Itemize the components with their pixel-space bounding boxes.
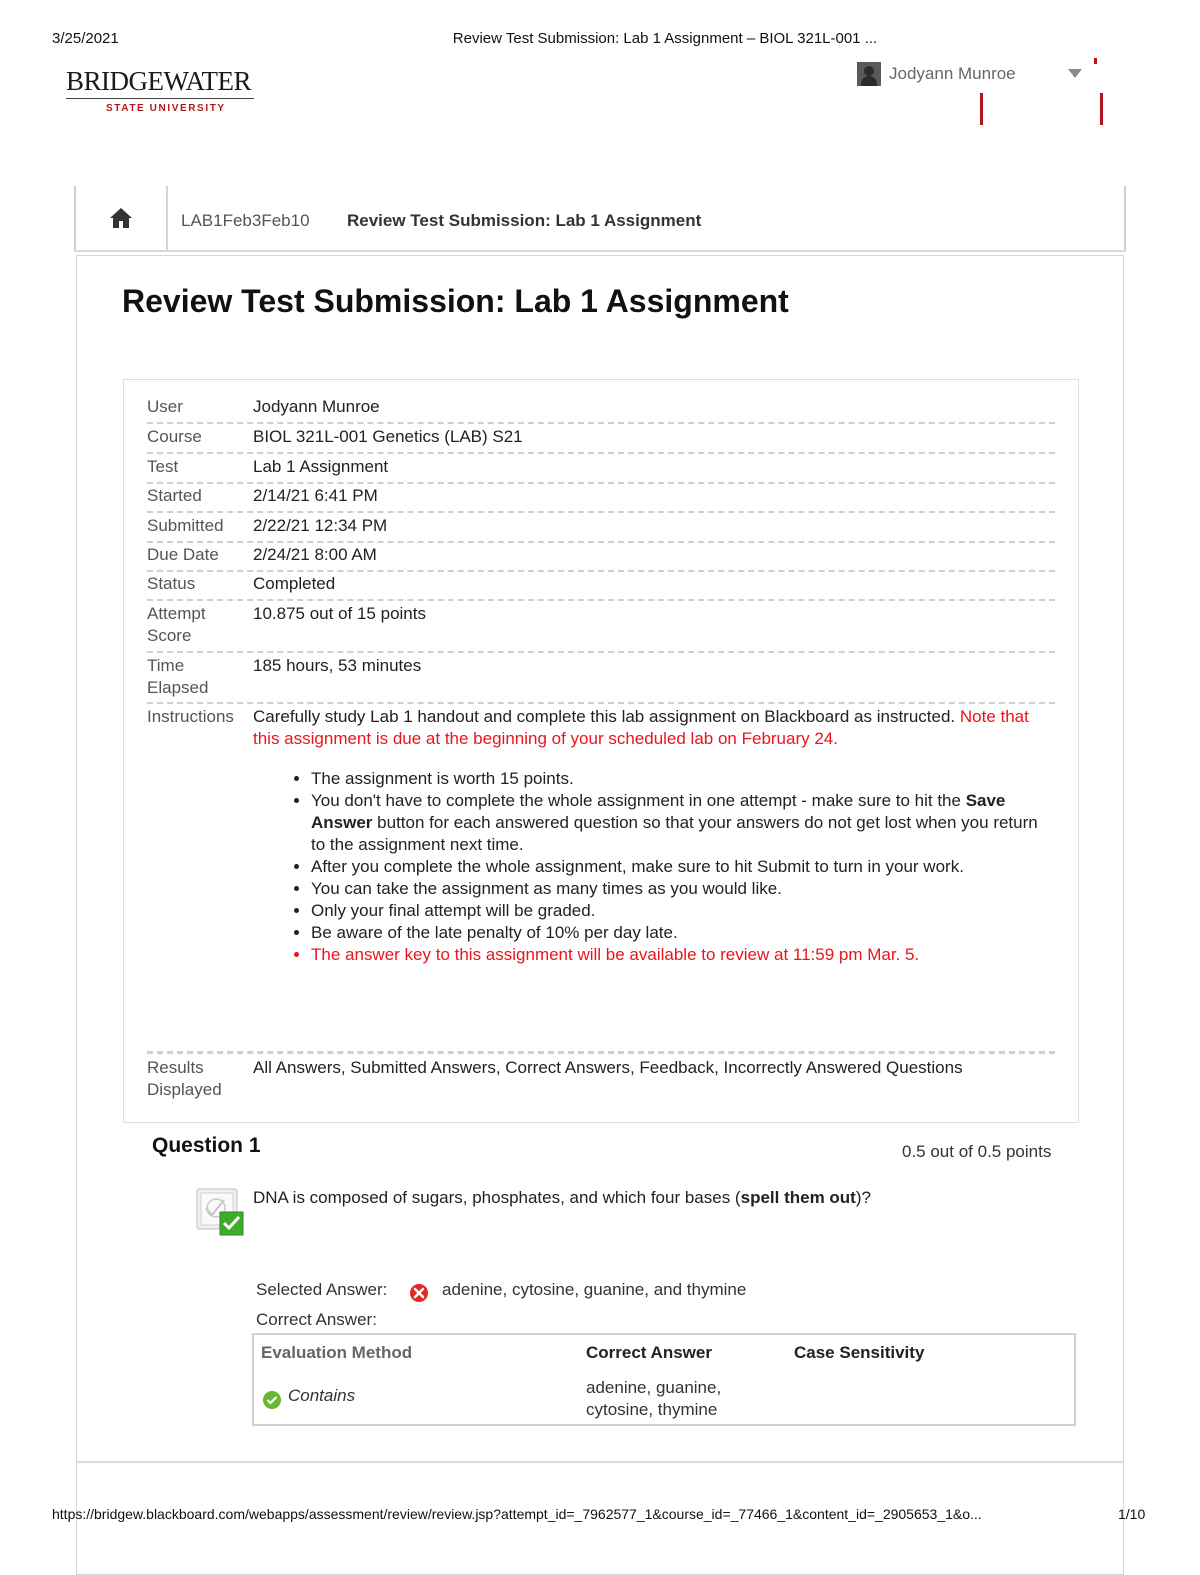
detail-value: Lab 1 Assignment [253, 457, 389, 476]
correct-answer-table [252, 1333, 1076, 1426]
detail-label: Attempt Score [147, 604, 206, 645]
user-menu[interactable] [857, 62, 1016, 86]
detail-label: Results Displayed [147, 1058, 222, 1099]
detail-row-course [147, 426, 1055, 454]
detail-value: Jodyann Munroe [253, 397, 380, 416]
logo-wordmark: BRIDGEWATER [66, 66, 251, 96]
breadcrumb [74, 186, 1126, 252]
divider [76, 1461, 1124, 1463]
logo-subtitle: STATE UNIVERSITY [106, 103, 226, 114]
list-item: • The assignment is worth 15 points. [311, 768, 1053, 790]
breadcrumb-course[interactable]: LAB1Feb3Feb10 [181, 211, 310, 230]
instructions-body [253, 706, 1053, 966]
detail-label: Instructions [147, 707, 234, 726]
detail-value: 10.875 out of 15 points [253, 604, 426, 623]
column-header-correct-answer: Correct Answer [586, 1343, 712, 1362]
breadcrumb-current: Review Test Submission: Lab 1 Assignment [347, 211, 702, 230]
list-item: • The answer key to this assignment will be available to review at 11:59 pm Mar. 5. [311, 944, 1053, 966]
home-button[interactable] [76, 186, 168, 250]
selected-answer-label: Selected Answer: [256, 1280, 388, 1299]
question-text-part: DNA is composed of sugars, phosphates, and which four bases ( [253, 1188, 741, 1207]
list-item: • You can take the assignment as many times as you would like. [311, 878, 1053, 900]
home-icon [109, 207, 133, 229]
list-item-text: button for each answered question so that your answers do not get lost when you return to the assignment next time. [311, 813, 1038, 854]
detail-label: Test [147, 457, 179, 476]
avatar [857, 62, 881, 86]
column-header-case-sensitivity: Case Sensitivity [794, 1343, 925, 1362]
detail-row-user [147, 396, 1055, 424]
detail-label: Started [147, 486, 202, 505]
accent-mark [1094, 58, 1097, 64]
column-header-evaluation-method: Evaluation Method [261, 1343, 413, 1362]
university-logo[interactable] [66, 68, 256, 114]
detail-label: Due Date [147, 545, 219, 564]
accent-bar-left [980, 93, 983, 125]
correct-answer-value: adenine, guanine, cytosine, thymine [586, 1378, 722, 1419]
list-item: • Be aware of the late penalty of 10% per day late. [311, 922, 1053, 944]
list-item: • Only your final attempt will be graded. [311, 900, 1053, 922]
accent-bar-right [1100, 93, 1103, 125]
detail-value: All Answers, Submitted Answers, Correct Answers, Feedback, Incorrectly Answered Questions [253, 1058, 963, 1077]
question-text-part: )? [855, 1188, 871, 1207]
detail-row-time-elapsed [147, 655, 1055, 704]
incorrect-x-icon [409, 1283, 429, 1303]
question-points: 0.5 out of 0.5 points [902, 1142, 1052, 1161]
evaluation-method-value: Contains [288, 1386, 356, 1405]
list-item-text: You don't have to complete the whole assignment in one attempt - make sure to hit the [311, 791, 961, 810]
correct-answer-label: Correct Answer: [256, 1310, 377, 1329]
detail-value: Completed [253, 574, 336, 593]
detail-value: BIOL 321L-001 Genetics (LAB) S21 [253, 427, 523, 446]
save-answer-emphasis: Save Answer [311, 791, 1006, 832]
detail-row-test [147, 456, 1055, 484]
detail-label: Course [147, 427, 202, 446]
logo-divider [66, 98, 254, 99]
detail-value: 185 hours, 53 minutes [253, 656, 422, 675]
detail-row-due-date [147, 544, 1055, 572]
question-text-emphasis: spell them out [740, 1188, 856, 1207]
instructions-intro: Carefully study Lab 1 handout and complete this lab assignment on Blackboard as instructed. [253, 707, 956, 726]
detail-value: 2/14/21 6:41 PM [253, 486, 378, 505]
detail-label: Submitted [147, 516, 224, 535]
divider [147, 1052, 1055, 1054]
question-title: Question 1 [152, 1134, 261, 1157]
chevron-down-icon[interactable] [1068, 69, 1082, 78]
detail-label: Time Elapsed [147, 656, 209, 697]
detail-row-status [147, 573, 1055, 601]
detail-label: Status [147, 574, 196, 593]
list-item [311, 790, 1053, 856]
print-date: 3/25/2021 [52, 30, 119, 47]
question-text [253, 1188, 871, 1208]
page-title: Review Test Submission: Lab 1 Assignment [122, 283, 789, 319]
print-title: Review Test Submission: Lab 1 Assignment – BIOL 321L-001 ... [452, 30, 878, 47]
print-footer-url: https://bridgew.blackboard.com/webapps/assessment/review/review.jsp?attempt_id=_7962577_1&course_id=_77466_1&content_id=_2905653_1&o... [52, 1506, 982, 1522]
selected-answer-value: adenine, cytosine, guanine, and thymine [442, 1280, 747, 1299]
detail-value: 2/22/21 12:34 PM [253, 516, 388, 535]
detail-row-attempt-score [147, 603, 1055, 653]
print-footer-page: 1/10 [1118, 1506, 1146, 1522]
list-item: • After you complete the whole assignment, make sure to hit Submit to turn in your work. [311, 856, 1053, 878]
detail-row-results-displayed [147, 1057, 1055, 1105]
detail-value: 2/24/21 8:00 AM [253, 545, 377, 564]
check-circle-icon [262, 1390, 282, 1410]
instructions-due-note: Note that this assignment is due at the beginning of your scheduled lab on February 24. [253, 707, 1029, 748]
user-name[interactable]: Jodyann Munroe [889, 64, 1016, 83]
instructions-list [253, 768, 1053, 966]
detail-label: User [147, 397, 183, 416]
correct-answer-icon [196, 1188, 244, 1236]
detail-row-started [147, 485, 1055, 513]
detail-row-submitted [147, 515, 1055, 543]
